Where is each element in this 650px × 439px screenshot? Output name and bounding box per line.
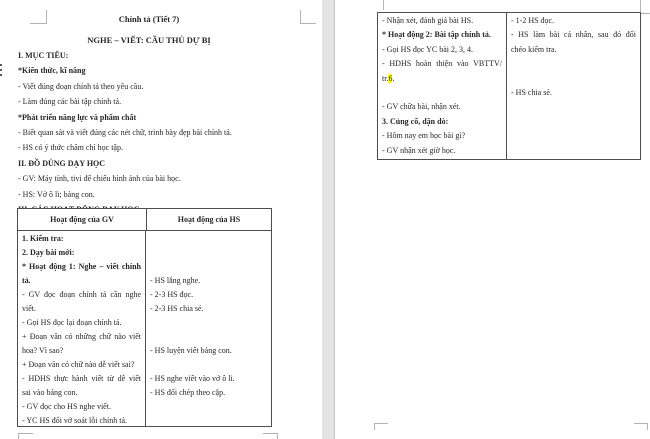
text-line: - 2-3 HS đọc. xyxy=(150,290,194,299)
text-boundary-mark xyxy=(263,433,278,434)
text-line xyxy=(382,86,502,100)
text-line xyxy=(150,414,267,428)
text-line: viết. xyxy=(22,304,36,313)
document-page-2[interactable] xyxy=(334,0,650,439)
text-line: - HS có ý thức chăm chỉ học tập. xyxy=(18,143,123,153)
text-line: - Gọi HS đọc YC bài 2, 3, 4. xyxy=(382,44,474,54)
text-line: - HS chia sẻ. xyxy=(511,88,552,97)
text-line: - HS lắng nghe. xyxy=(150,276,201,285)
text-line: - Biết quan sát và viết đúng các nét chữ, trình bày đẹp bài chính tả. xyxy=(18,128,232,138)
text-line xyxy=(150,330,267,344)
text-line: - HS làm bài cá nhân, sau đó đổi xyxy=(511,30,636,40)
text-line: 3. Củng cố, dặn dò: xyxy=(382,116,449,126)
text-boundary-mark xyxy=(374,423,375,430)
text-line: - Hôm nay em học bài gì? xyxy=(382,131,466,141)
text-line xyxy=(150,246,267,260)
text-line: *Kiến thức, kĩ năng xyxy=(18,66,86,76)
text-boundary-mark xyxy=(300,10,301,23)
text-boundary-mark xyxy=(634,423,648,424)
page-gap xyxy=(322,0,334,439)
text-boundary-mark xyxy=(647,423,648,430)
text-line: chéo kiểm tra. xyxy=(511,44,557,54)
text-line xyxy=(150,316,267,330)
hs-activities-cell xyxy=(507,13,640,159)
text-boundary-mark xyxy=(18,433,33,434)
activities-table-body xyxy=(18,231,271,426)
text-line: 1. Kiểm tra: xyxy=(22,234,64,243)
text-line: + Đoạn văn có những chữ nào viết xyxy=(22,332,141,341)
lesson-title: Chính tả (Tiết 7) xyxy=(118,14,180,24)
document-page-1[interactable] xyxy=(0,0,323,439)
header-gv: Hoạt động của GV xyxy=(18,209,147,230)
text-line: + Đoạn văn có chữ nào dễ viết sai? xyxy=(22,360,135,369)
text-line xyxy=(150,358,267,372)
text-line: 2. Dạy bài mới: xyxy=(22,248,75,257)
activities-table-page1 xyxy=(17,208,272,427)
text-line: - Gọi HS đọc lại đoạn chính tả. xyxy=(22,318,122,327)
header-hs: Hoạt động của HS xyxy=(177,215,241,224)
lesson-body-text xyxy=(18,48,286,217)
text-line: - GV đọc đoạn chính tả cần nghe xyxy=(22,290,141,299)
text-line xyxy=(150,232,267,246)
text-boundary-mark xyxy=(18,433,19,439)
text-line: - GV: Máy tính, tivi để chiếu hình ảnh của bài học. xyxy=(18,174,181,184)
margin-change-marks xyxy=(0,64,3,79)
text-line: - 1-2 HS đọc. xyxy=(511,16,555,25)
text-line xyxy=(511,72,636,86)
text-boundary-mark xyxy=(374,423,388,424)
text-boundary-mark xyxy=(640,13,650,14)
text-line xyxy=(511,57,636,71)
activities-table-page2 xyxy=(377,12,641,160)
text-line: - HDHS thực hành viết từ dễ viết xyxy=(22,374,141,383)
text-line: - Viết đúng đoạn chính tả theo yêu cầu. xyxy=(18,81,144,91)
activities-table-body xyxy=(378,13,640,159)
lesson-subtitle: NGHE – VIẾT: CẦU THỦ DỰ BỊ xyxy=(87,34,211,45)
text-boundary-mark xyxy=(383,0,384,10)
text-line: hoa? Vì sao? xyxy=(22,346,64,355)
text-line: - HS: Vở ô li; bảng con. xyxy=(18,189,95,199)
text-line: - HDHS hoàn thiện vào VBTTV/ xyxy=(382,59,502,69)
text-line: - HS đổi chép theo cặp. xyxy=(150,388,226,397)
gv-activities-cell xyxy=(18,231,146,426)
text-line: - GV nhận xét giờ học. xyxy=(382,145,456,155)
text-line xyxy=(150,260,267,274)
text-line: sai vào bảng con. xyxy=(22,388,78,397)
text-boundary-mark xyxy=(300,23,316,24)
text-line: - Nhận xét, đánh giá bài HS. xyxy=(382,16,474,25)
text-line: tả. xyxy=(22,276,31,285)
text-boundary-mark xyxy=(277,433,278,439)
text-line: - 2-3 HS chia sẻ. xyxy=(150,304,204,313)
text-line: * Hoạt động 2: Bài tập chính tả. xyxy=(382,30,491,40)
text-line: - GV đọc cho HS nghe viết. xyxy=(22,402,111,411)
activities-table-header xyxy=(18,209,271,231)
lesson-titles xyxy=(18,9,280,50)
hs-activities-cell xyxy=(146,231,271,426)
text-line: *Phát triển năng lực và phẩm chất xyxy=(18,112,137,122)
text-line: - Làm đúng các bài tập chính tả. xyxy=(18,97,122,107)
highlight-mark: 6 xyxy=(388,73,393,83)
text-line: II. ĐỒ DÙNG DẠY HỌC xyxy=(18,158,106,168)
text-line: * Hoạt động 1: Nghe – viết chính xyxy=(22,262,141,271)
gv-activities-cell xyxy=(378,13,507,159)
text-line: - HS nghe viết vào vở ô li. xyxy=(150,374,235,383)
text-line: - YC HS đổi vở soát lỗi chính tả. xyxy=(22,416,128,425)
text-line: - GV chữa bài, nhận xét. xyxy=(382,102,461,112)
text-line: tr.6. xyxy=(382,73,395,83)
text-line xyxy=(150,400,267,414)
text-line: I. MỤC TIÊU: xyxy=(18,51,69,60)
text-line: - HS luyện viết bảng con. xyxy=(150,346,232,355)
